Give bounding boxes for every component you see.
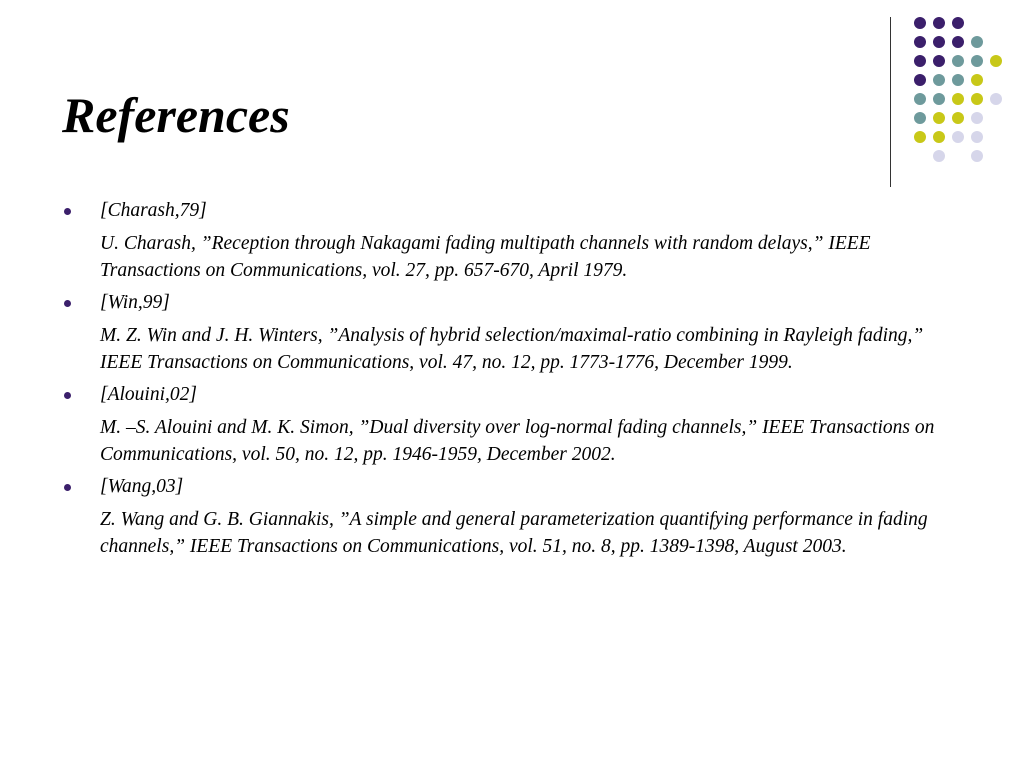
decor-dot <box>914 17 926 29</box>
reference-citation: M. Z. Win and J. H. Winters, ”Analysis of hybrid selection/maximal-ratio combining in Rayleigh fading,” IEEE Transactions on Communications, vol. 47, no. 12, pp. 1773-1776, December 1999. <box>100 325 924 373</box>
decor-dot <box>933 17 945 29</box>
decor-dot <box>933 93 945 105</box>
decor-dot <box>971 112 983 124</box>
decor-dot <box>971 93 983 105</box>
decor-dot <box>952 74 964 86</box>
decor-dot <box>971 74 983 86</box>
decor-dot <box>933 150 945 162</box>
decor-dot <box>952 112 964 124</box>
reference-key-row <box>62 289 962 316</box>
decor-dot <box>914 112 926 124</box>
bullet-icon <box>64 208 71 215</box>
reference-item <box>62 289 962 376</box>
reference-item <box>62 381 962 468</box>
title-divider-line <box>890 17 891 187</box>
decor-dot <box>990 55 1002 67</box>
decor-dot <box>914 93 926 105</box>
reference-key: [Wang,03] <box>100 476 184 497</box>
decor-dot <box>933 112 945 124</box>
decor-dot <box>933 55 945 67</box>
reference-citation: M. –S. Alouini and M. K. Simon, ”Dual diversity over log-normal fading channels,” IEEE Transactions on Communications, vol. 50, no. 12, pp. 1946-1959, December 2002. <box>100 417 935 465</box>
decor-dot <box>971 131 983 143</box>
decor-dot <box>952 17 964 29</box>
decor-dot <box>952 55 964 67</box>
decor-dot <box>952 36 964 48</box>
reference-list <box>62 197 962 565</box>
decor-dot <box>933 36 945 48</box>
reference-key-row <box>62 381 962 408</box>
decor-dot <box>952 93 964 105</box>
bullet-icon <box>64 300 71 307</box>
decor-dot <box>914 131 926 143</box>
decor-dot <box>971 150 983 162</box>
reference-key-row <box>62 197 962 224</box>
reference-item <box>62 197 962 284</box>
reference-key: [Win,99] <box>100 292 170 313</box>
slide-title: References <box>62 87 290 143</box>
reference-item <box>62 473 962 560</box>
reference-citation: U. Charash, ”Reception through Nakagami fading multipath channels with random delays,” IEEE Transactions on Communications, vol. 27, pp. 657-670, April 1979. <box>100 233 871 281</box>
decor-dot <box>971 55 983 67</box>
decor-dot <box>990 93 1002 105</box>
reference-key: [Alouini,02] <box>100 384 197 405</box>
bullet-icon <box>64 484 71 491</box>
decor-dot <box>933 131 945 143</box>
decor-dot <box>914 55 926 67</box>
reference-key-row <box>62 473 962 500</box>
reference-key: [Charash,79] <box>100 200 207 221</box>
bullet-icon <box>64 392 71 399</box>
decor-dot <box>952 131 964 143</box>
decor-dot <box>914 74 926 86</box>
reference-citation: Z. Wang and G. B. Giannakis, ”A simple and general parameterization quantifying performance in fading channels,” IEEE Transactions on Communications, vol. 51, no. 8, pp. 1389-1398, August 2003. <box>100 509 928 557</box>
decor-dot <box>933 74 945 86</box>
decor-dot <box>971 36 983 48</box>
decor-dot <box>914 36 926 48</box>
